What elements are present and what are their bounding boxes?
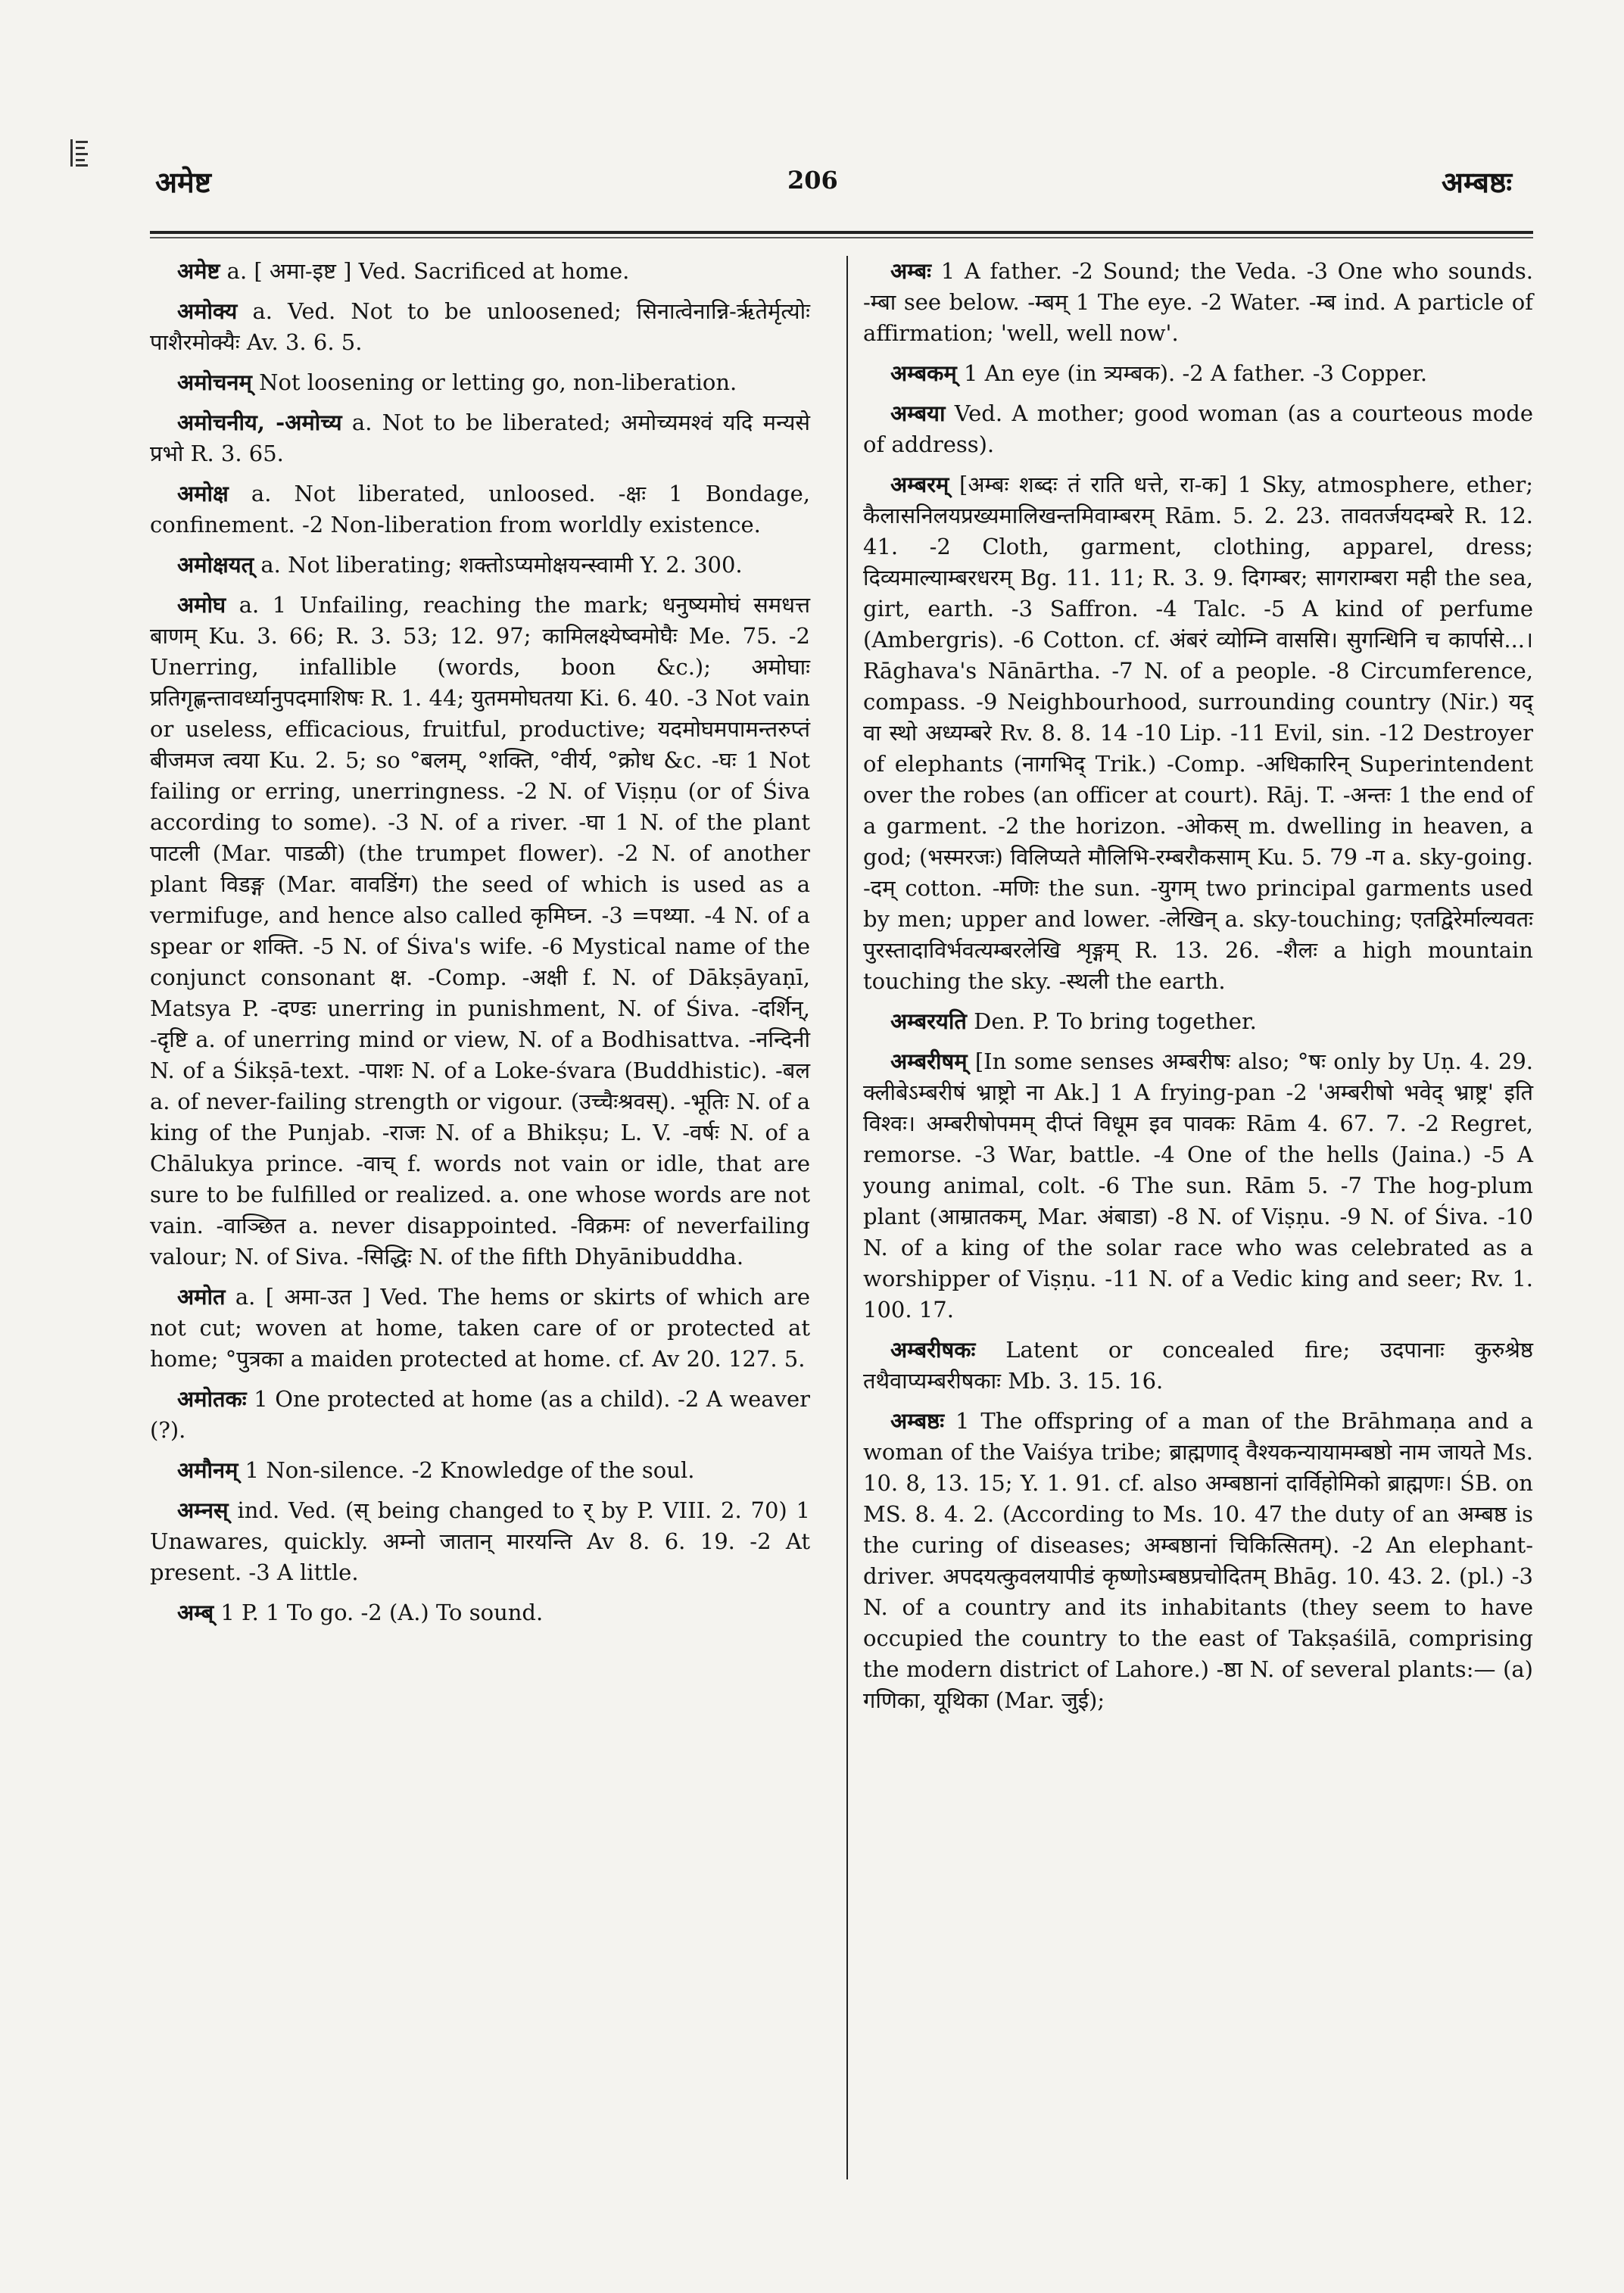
entry-headword: अम्ब् xyxy=(177,1600,214,1625)
entry-headword: अमोक्य xyxy=(177,298,238,324)
entry-headword: अमेष्ट xyxy=(177,258,220,284)
entry-headword: अम्बकम् xyxy=(890,360,957,386)
entry-definition: Den. P. To bring together. xyxy=(966,1008,1257,1034)
running-headword-left: अमेष्ट xyxy=(155,165,211,199)
entry-definition: a. [ अमा-उत ] Ved. The hems or skirts of which are not cut; woven at home, taken care of or protected at home; °पुत्रका a maiden protected at home. cf. Av 20. 127. 5. xyxy=(150,1284,810,1372)
entry-headword: अम्बया xyxy=(890,400,946,426)
dictionary-entry xyxy=(863,469,1533,997)
entry-headword: अमोघ xyxy=(177,592,226,618)
dictionary-entry xyxy=(150,550,810,581)
dictionary-entry xyxy=(150,1597,810,1628)
entry-headword: अम्बरम् xyxy=(890,472,949,497)
entry-headword: अमोतकः xyxy=(177,1386,247,1412)
entry-definition: [In some senses अम्बरीषः also; °षः only by Uṇ. 4. 29. क्लीबेऽम्बरीषं भ्राष्ट्रो ना Ak.] 1 A frying-pan -2 'अम्बरीषो भवेद् भ्राष्ट्र' इति विश्वः। अम्बरीषोपमम् दीप्तं विधूम इव पावकः Rām 4. 67. 7. -2 Regret, remorse. -3 War, battle. -4 One of the hells (Jaina.) -5 A young animal, colt. -6 The sun. Rām 5. -7 The hog-plum plant (आम्रातकम्, Mar. अंबाडा) -8 N. of Viṣṇu. -9 N. of Śiva. -10 N. of a king of the solar race who was celebrated as a worshipper of Viṣṇu. -11 N. of a Vedic king and seer; Rv. 1. 100. 17. xyxy=(863,1048,1533,1323)
entry-definition: 1 An eye (in त्र्यम्बक). -2 A father. -3 Copper. xyxy=(956,360,1428,386)
entry-definition: a. Not to be liberated; अमोच्यमश्वं यदि मन्यसे प्रभो R. 3. 65. xyxy=(150,410,810,466)
entry-definition: Latent or concealed fire; उदपानाः कुरुश्रेष्ठ तथैवाप्यम्बरीषकाः Mb. 3. 15. 16. xyxy=(863,1337,1533,1394)
left-column xyxy=(150,256,810,2179)
column-divider xyxy=(846,256,848,2179)
dictionary-entry xyxy=(150,1384,810,1446)
dictionary-entry xyxy=(863,1406,1533,1716)
entry-definition: 1 The offspring of a man of the Brāhmaṇa and a woman of the Vaiśya tribe; ब्राह्मणाद् वैश्यकन्यायामम्बष्ठो नाम जायते Ms. 10. 8, 13. 15; Y. 1. 91. cf. also अम्बष्ठानां दार्विहोमिको ब्राह्मणः। ŚB. on MS. 8. 4. 2. (According to Ms. 10. 47 the duty of an अम्बष्ठ is the curing of diseases; अम्बष्ठानां चिकित्सितम्). -2 An elephant-driver. अपदयत्कुवलयापीडं कृष्णोऽम्बष्ठप्रचोदितम् Bhāg. 10. 43. 2. (pl.) -3 N. of a country and its inhabitants (they seem to have occupied the country to the east of Takṣaśilā, comprising the modern district of Lahore.) -ष्ठा N. of several plants:— (a) गणिका, यूथिका (Mar. जुई); xyxy=(863,1408,1533,1713)
dictionary-entry xyxy=(150,296,810,358)
dictionary-entry xyxy=(150,1282,810,1375)
entry-definition: [अम्बः शब्दः तं राति धत्ते, रा-क] 1 Sky, atmosphere, ether; कैलासनिलयप्रख्यमालिखन्तमिवाम्बरम् Rām. 5. 2. 23. तावतर्जयदम्बरे R. 12. 41. -2 Cloth, garment, clothing, apparel, dress; दिव्यमाल्याम्बरधरम् Bg. 11. 11; R. 3. 9. दिगम्बर; सागराम्बरा मही the sea, girt, earth. -3 Saffron. -4 Talc. -5 A kind of perfume (Ambergris). -6 Cotton. cf. अंबरं व्योम्नि वाससि। सुगन्धिनि च कार्पासे...। Rāghava's Nānārtha. -7 N. of a people. -8 Circumference, compass. -9 Neighbourhood, surrounding country (Nir.) यद् वा स्थो अध्यम्बरे Rv. 8. 8. 14 -10 Lip. -11 Evil, sin. -12 Destroyer of elephants (नागभिद् Trik.) -Comp. -अधिकारिन् Superintendent over the robes (an officer at court). Rāj. T. -अन्तः 1 the end of a garment. -2 the horizon. -ओकस् m. dwelling in heaven, a god; (भस्मरजः) विलिप्यते मौलिभि-रम्बरौकसाम् Ku. 5. 79 -ग a. sky-going. -दम् cotton. -मणिः the sun. -युगम् two principal garments used by men; upper and lower. -लेखिन् a. sky-touching; एतद्विरेर्माल्यवतः पुरस्तादाविर्भवत्यम्बरलेखि शृङ्गम् R. 13. 26. -शैलः a high mountain touching the sky. -स्थली the earth. xyxy=(863,472,1533,994)
dictionary-entry xyxy=(863,1006,1533,1037)
entry-headword: अम्नस् xyxy=(177,1497,229,1523)
right-column xyxy=(863,256,1533,2179)
entry-headword: अमोक्षयत् xyxy=(177,552,254,578)
dictionary-entry xyxy=(150,590,810,1273)
header-rule-secondary xyxy=(150,237,1533,238)
dictionary-entry xyxy=(150,1495,810,1588)
dictionary-entry xyxy=(150,478,810,541)
dictionary-entry xyxy=(150,407,810,469)
entry-headword: अमौनम् xyxy=(177,1457,238,1483)
entry-definition: a. 1 Unfailing, reaching the mark; धनुष्यमोघं समधत्त बाणम् Ku. 3. 66; R. 3. 53; 12. 97; कामिलक्ष्येष्वमोघैः Me. 75. -2 Unerring, infallible (words, boon &c.); अमोघाः प्रतिगृह्णन्तावर्ध्यानुपदमाशिषः R. 1. 44; युतममोघतया Ki. 6. 40. -3 Not vain or useless, efficacious, fruitful, productive; यदमोघमपामन्तरुप्तं बीजमज त्वया Ku. 2. 5; so °बलम्, °शक्ति, °वीर्य, °क्रोध &c. -घः 1 Not failing or erring, unerringness. -2 N. of Viṣṇu (or of Śiva according to some). -3 N. of a river. -घा 1 N. of the plant पाटली (Mar. पाडळी) (the trumpet flower). -2 N. of another plant विडङ्ग (Mar. वावडिंग) the seed of which is used as a vermifuge, and hence also called कृमिघ्न. -3 =पथ्या. -4 N. of a spear or शक्ति. -5 N. of Śiva's wife. -6 Mystical name of the conjunct consonant क्ष. -Comp. -अक्षी f. N. of Dākṣāyaṇī, Matsya P. -दण्डः unerring in punishment, N. of Śiva. -दर्शिन्, -दृष्टि a. of unerring mind or view, N. of a Bodhisattva. -नन्दिनी N. of a Śikṣā-text. -पाशः N. of a Loke-śvara (Buddhistic). -बल a. of never-failing strength or vigour. (उच्चैःश्रवस्). -भूतिः N. of a king of the Punjab. -राजः N. of a Bhikṣu; L. V. -वर्षः N. of a Chālukya prince. -वाच् f. words not vain or idle, that are sure to be fulfilled or realized. a. one whose words are not vain. -वाञ्छित a. never disappointed. -विक्रमः of neverfailing valour; N. of Siva. -सिद्धिः N. of the fifth Dhyānibuddha. xyxy=(150,592,810,1270)
entry-headword: अमोचनीय, -अमोच्य xyxy=(177,410,342,435)
entry-headword: अमोक्ष xyxy=(177,481,229,506)
dictionary-entry xyxy=(863,398,1533,460)
entry-definition: Not loosening or letting go, non-liberation. xyxy=(251,369,737,395)
dictionary-entry xyxy=(863,1335,1533,1397)
entry-headword: अमोत xyxy=(177,1284,226,1310)
entry-definition: 1 One protected at home (as a child). -2 A weaver (?). xyxy=(150,1386,810,1443)
dictionary-entry xyxy=(863,256,1533,349)
entry-headword: अम्बः xyxy=(890,258,931,284)
dictionary-entry xyxy=(150,1455,810,1486)
entry-definition: 1 A father. -2 Sound; the Veda. -3 One who sounds. -म्बा see below. -म्बम् 1 The eye. -2 Water. -म्ब ind. A particle of affirmation; 'well, well now'. xyxy=(863,258,1533,346)
entry-definition: ind. Ved. (स् being changed to र् by P. VIII. 2. 70) 1 Unawares, quickly. अम्नो जातान् मारयन्ति Av 8. 6. 19. -2 At present. -3 A little. xyxy=(150,1497,810,1585)
entry-headword: अम्बरीषम् xyxy=(890,1048,968,1074)
entry-headword: अम्बरीषकः xyxy=(890,1337,976,1363)
header-rule xyxy=(150,231,1533,234)
dictionary-entry xyxy=(150,367,810,398)
dictionary-entry xyxy=(863,358,1533,389)
text-align-icon xyxy=(70,138,89,168)
entry-definition: 1 P. 1 To go. -2 (A.) To sound. xyxy=(214,1600,544,1625)
entry-definition: a. Not liberating; शक्तोऽप्यमोक्षयन्स्वामी Y. 2. 300. xyxy=(254,552,743,578)
entry-headword: अम्बरयति xyxy=(890,1008,967,1034)
entry-definition: a. [ अमा-इष्ट ] Ved. Sacrificed at home. xyxy=(220,258,630,284)
page-number: 206 xyxy=(787,166,838,195)
entry-headword: अमोचनम् xyxy=(177,369,252,395)
dictionary-entry xyxy=(863,1046,1533,1326)
entry-definition: a. Not liberated, unloosed. -क्षः 1 Bondage, confinement. -2 Non-liberation from worldly existence. xyxy=(150,481,810,537)
entry-definition: Ved. A mother; good woman (as a courteous mode of address). xyxy=(863,400,1533,457)
dictionary-entry xyxy=(150,256,810,287)
running-headword-right: अम्बष्ठः xyxy=(1441,165,1512,199)
entry-definition: 1 Non-silence. -2 Knowledge of the soul. xyxy=(238,1457,695,1483)
entry-definition: a. Ved. Not to be unloosened; सिनात्वेनान्नि-र्ऋतेर्मृत्योः पाशैरमोक्यैः Av. 3. 6. 5. xyxy=(150,298,810,355)
entry-headword: अम्बष्ठः xyxy=(890,1408,945,1434)
